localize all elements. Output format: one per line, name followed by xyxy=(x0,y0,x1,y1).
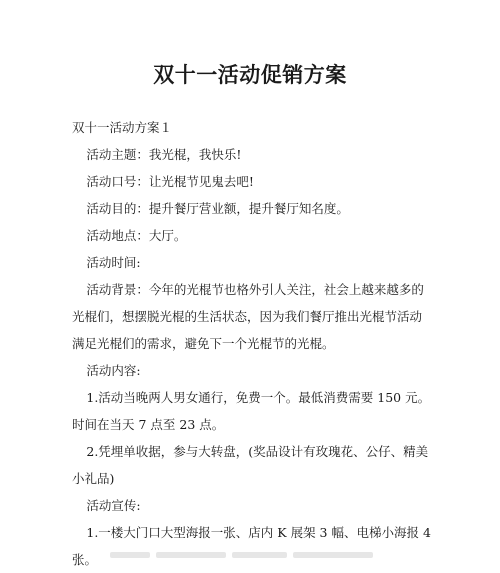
paragraph-promotion-item-1: 1.一楼大门口大型海报一张、店内 K 展架 3 幅、电梯小海报 4 张。 xyxy=(72,525,431,567)
paragraph-promotion-heading: 活动宣传: xyxy=(86,498,141,513)
document-title: 双十一活动促销方案 xyxy=(153,62,347,87)
document-body xyxy=(72,114,434,573)
paragraph-content-heading: 活动内容: xyxy=(86,363,141,378)
paragraph-slogan: 活动口号：让光棍节见鬼去吧! xyxy=(86,174,254,189)
paragraph-purpose: 活动目的：提升餐厅营业额，提升餐厅知名度。 xyxy=(86,201,349,216)
cut-off-text-line xyxy=(110,552,400,566)
paragraph-content-item-2: 2.凭埋单收据，参与大转盘，(奖品设计有玫瑰花、公仔、精美小礼品) xyxy=(72,444,429,486)
paragraph-content-item-1: 1.活动当晚两人男女通行，免费一个。最低消费需要 150 元。时间在当天 7 点至 23 点。 xyxy=(72,390,431,432)
paragraph-time: 活动时间: xyxy=(86,255,141,270)
section-heading: 双十一活动方案１ xyxy=(72,120,173,135)
paragraph-location: 活动地点：大厅。 xyxy=(86,228,187,243)
paragraph-background: 活动背景：今年的光棍节也格外引人关注，社会上越来越多的光棍们，想摆脱光棍的生活状态，因为我们餐厅推出光棍节活动满足光棍们的需求，避免下一个光棍节的光棍。 xyxy=(72,282,424,351)
paragraph-theme: 活动主题：我光棍，我快乐! xyxy=(86,147,242,162)
